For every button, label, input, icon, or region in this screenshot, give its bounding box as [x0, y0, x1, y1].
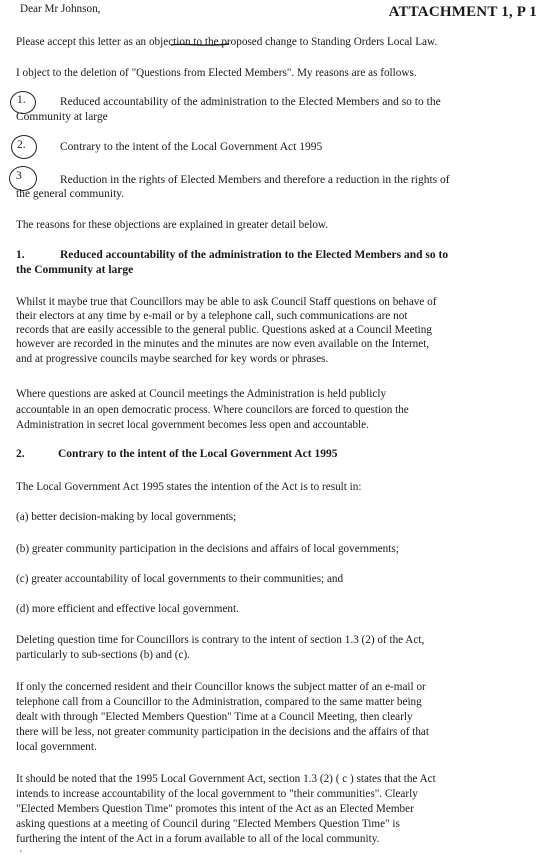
intro-line-1: Please accept this letter as an objection to the proposed change to Standing Orders Local Law. — [16, 36, 438, 48]
section-1-para-2-line: Where questions are asked at Council meetings the Administration is held publicly — [16, 388, 387, 400]
noted-para-line: "Elected Members Question Time" promotes this intent of the Act as an Elected Member — [16, 803, 414, 815]
if-only-para-line: dealt with through "Elected Members Question" Time at a Council Meeting, then clearly — [16, 711, 413, 723]
reason-number: 2. — [17, 139, 26, 151]
section-1-para-1-line: and at progressive councils maybe searched for key words or phrases. — [16, 353, 329, 365]
section-1-number: 1. — [16, 249, 25, 261]
section-1-para-2-line: Administration in secret local government becomes less open and accountable. — [16, 419, 369, 431]
section-1-para-1-line: however are recorded in the minutes and the minutes are now even available on the Internet, — [16, 338, 430, 350]
section-1-para-1-line: their electors at any time by e-mail or by a telephone call, such communications are not — [16, 310, 408, 322]
if-only-para-line: If only the concerned resident and their Councillor knows the subject matter of an e-mail or — [16, 681, 426, 693]
act-intent-item: (d) more efficient and effective local government. — [16, 603, 239, 615]
deleting-para-line: Deleting question time for Councillors is contrary to the intent of section 1.3 (2) of the Act, — [16, 634, 425, 646]
section-1-para-2-line: accountable in an open democratic process. Where councilors are forced to question the — [16, 404, 409, 416]
section-2-number: 2. — [16, 448, 25, 460]
section-1-para-1-line: records that are easily accessible to the general public. Questions asked at a Council Meeting — [16, 324, 432, 336]
deleting-para-line: particularly to sub-sections (b) and (c). — [16, 649, 190, 661]
noted-para-line: asking questions at a meeting of Council during "Elected Members Question Time" is — [16, 818, 400, 830]
act-intent-item: (c) greater accountability of local governments to their communities; and — [16, 573, 344, 585]
noted-para-line: It should be noted that the 1995 Local Government Act, section 1.3 (2) ( c ) states that the Act — [16, 773, 436, 785]
noted-para-line: intends to increase accountability of the local government to "their communities". Clearly — [16, 788, 418, 800]
reason-2-line-1: Contrary to the intent of the Local Government Act 1995 — [60, 141, 323, 153]
if-only-para-line: local government. — [16, 741, 97, 753]
section-1-title-line-2: the Community at large — [16, 264, 134, 276]
margin-mark: ' — [20, 849, 22, 860]
section-1-title-line-1: Reduced accountability of the administration to the Elected Members and so to — [60, 249, 449, 261]
reason-1-line-1: Reduced accountability of the administration to the Elected Members and so to the — [60, 96, 441, 108]
intro-line-2: I object to the deletion of "Questions from Elected Members". My reasons are as follows. — [16, 67, 417, 79]
section-2-title: Contrary to the intent of the Local Government Act 1995 — [58, 448, 338, 460]
act-intent-item: (b) greater community participation in the decisions and affairs of local governments; — [16, 543, 399, 555]
explain-line: The reasons for these objections are explained in greater detail below. — [16, 219, 329, 231]
reason-number: 3 — [16, 170, 22, 182]
section-2-intro: The Local Government Act 1995 states the intention of the Act is to result in: — [16, 481, 362, 493]
reason-number: 1. — [17, 94, 26, 106]
handwritten-underline — [170, 42, 230, 48]
act-intent-item: (a) better decision-making by local governments; — [16, 511, 237, 523]
noted-para-line: furthering the intent of the Act in a forum available to all of the local community. — [16, 833, 380, 845]
if-only-para-line: telephone call from a Councillor to the Administration, compared to the same matter being — [16, 696, 422, 708]
reason-1-line-2: Community at large — [16, 111, 108, 123]
salutation: Dear Mr Johnson, — [20, 3, 101, 15]
reason-3-line-1: Reduction in the rights of Elected Members and therefore a reduction in the rights of — [60, 174, 450, 186]
section-1-para-1-line: Whilst it maybe true that Councillors may be able to ask Council Staff questions on behave of — [16, 296, 437, 308]
if-only-para-line: there will be less, not greater community participation in the decisions and the affairs of that — [16, 726, 429, 738]
attachment-label: ATTACHMENT 1, P 1 — [388, 4, 537, 20]
reason-3-line-2: the general community. — [16, 188, 125, 200]
